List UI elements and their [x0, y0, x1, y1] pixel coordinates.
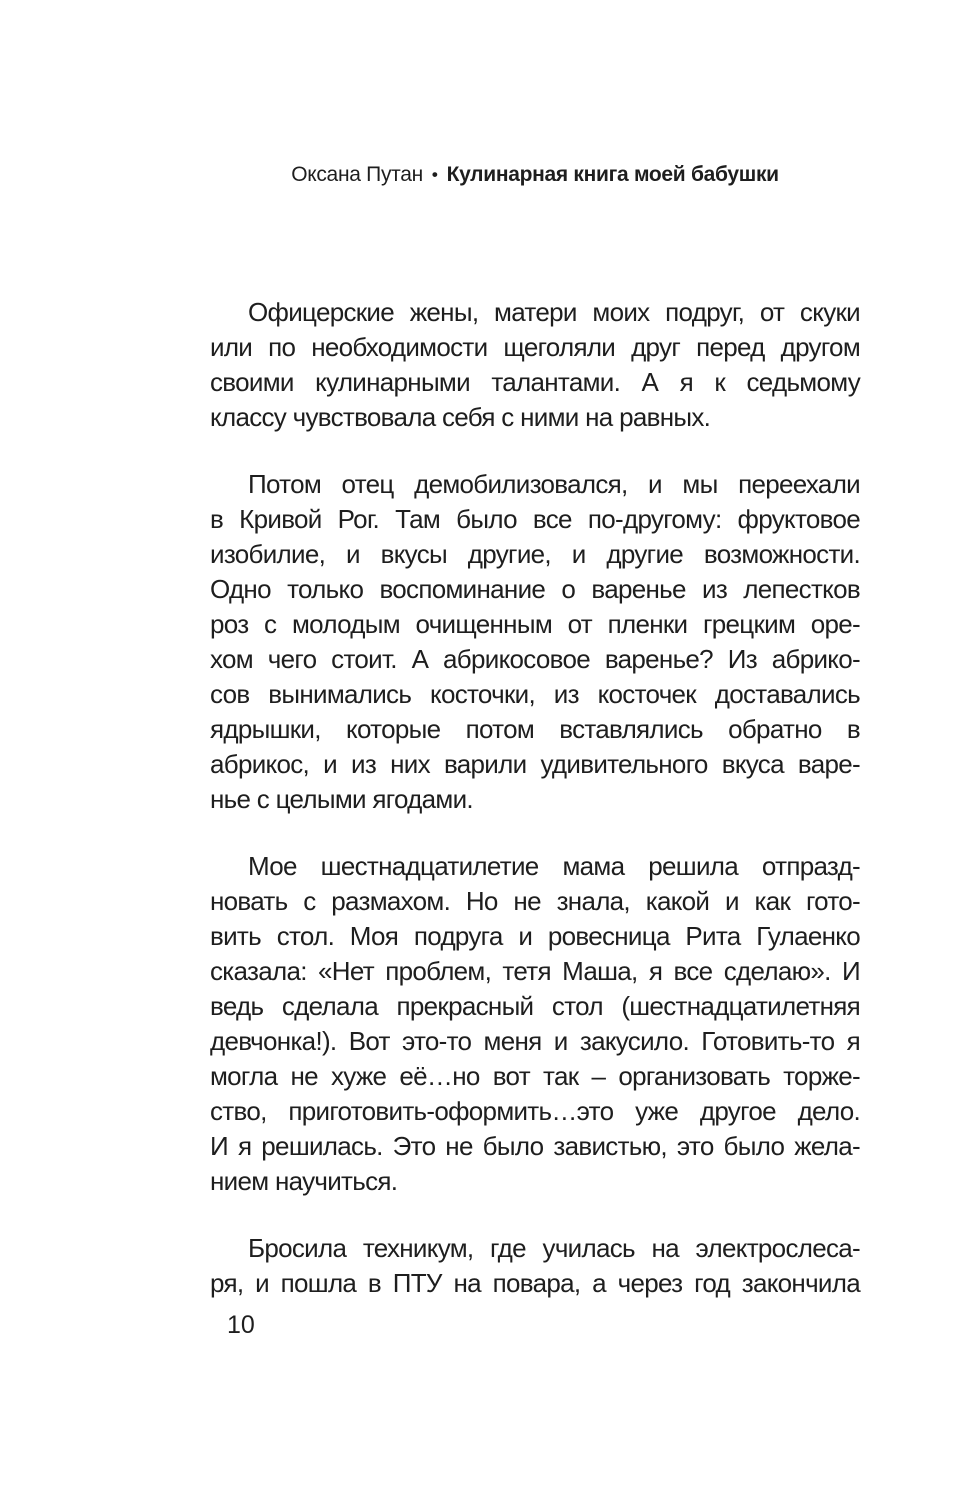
text-line: ря, и пошла в ПТУ на повара, а через год закончила — [210, 1268, 860, 1298]
text-line: Мое шестнадцатилетие мама решила отпразд- — [248, 851, 860, 881]
paragraph — [210, 295, 860, 435]
text-line: девчонка!). Вот это-то меня и закусило. Готовить-то я — [210, 1026, 860, 1056]
text-line: своими кулинарными талантами. А я к седьмому — [210, 367, 860, 397]
book-title: Кулинарная книга моей бабушки — [446, 163, 779, 186]
text-line: роз с молодым очищенным от пленки грецким оре- — [210, 609, 860, 639]
page-number: 10 — [227, 1311, 255, 1339]
text-line: абрикос, и из них варили удивительного вкуса варе- — [210, 749, 860, 779]
text-line: Бросила техникум, где училась на электрослеса- — [248, 1233, 860, 1263]
text-line: новать с размахом. Но не знала, какой и как гото- — [210, 886, 860, 916]
text-line: классу чувствовала себя с ними на равных. — [210, 402, 711, 432]
paragraph — [210, 1231, 860, 1301]
text-line: вить стол. Моя подруга и ровесница Рита Гулаенко — [210, 921, 860, 951]
body-text — [210, 295, 860, 1301]
text-line: ядрышки, которые потом вставлялись обратно в — [210, 714, 860, 744]
text-line: нием научиться. — [210, 1166, 398, 1196]
running-header — [210, 162, 860, 188]
author-name: Оксана Путан — [291, 163, 423, 186]
text-line: могла не хуже её…но вот так – организовать торже- — [210, 1061, 860, 1091]
text-line: Одно только воспоминание о варенье из лепестков — [210, 574, 860, 604]
text-line: изобилие, и вкусы другие, и другие возможности. — [210, 539, 860, 569]
text-line: И я решилась. Это не было завистью, это было жела- — [210, 1131, 860, 1161]
text-line: сказала: «Нет проблем, тетя Маша, я все сделаю». И — [210, 956, 860, 986]
text-line: или по необходимости щеголяли друг перед другом — [210, 332, 860, 362]
text-line: Потом отец демобилизовался, и мы переехали — [248, 469, 860, 499]
paragraph — [210, 467, 860, 817]
text-line: сов вынимались косточки, из косточек доставались — [210, 679, 860, 709]
bullet-separator-icon: • — [431, 165, 438, 184]
text-line: Офицерские жены, матери моих подруг, от скуки — [248, 297, 860, 327]
text-line: ство, приготовить-оформить…это уже другое дело. — [210, 1096, 860, 1126]
text-line: хом чего стоит. А абрикосовое варенье? Из абрико- — [210, 644, 860, 674]
text-line: ведь сделала прекрасный стол (шестнадцатилетняя — [210, 991, 860, 1021]
text-line: нье с целыми ягодами. — [210, 784, 473, 814]
text-line: в Кривой Рог. Там было все по-другому: фруктовое — [210, 504, 860, 534]
paragraph — [210, 849, 860, 1199]
